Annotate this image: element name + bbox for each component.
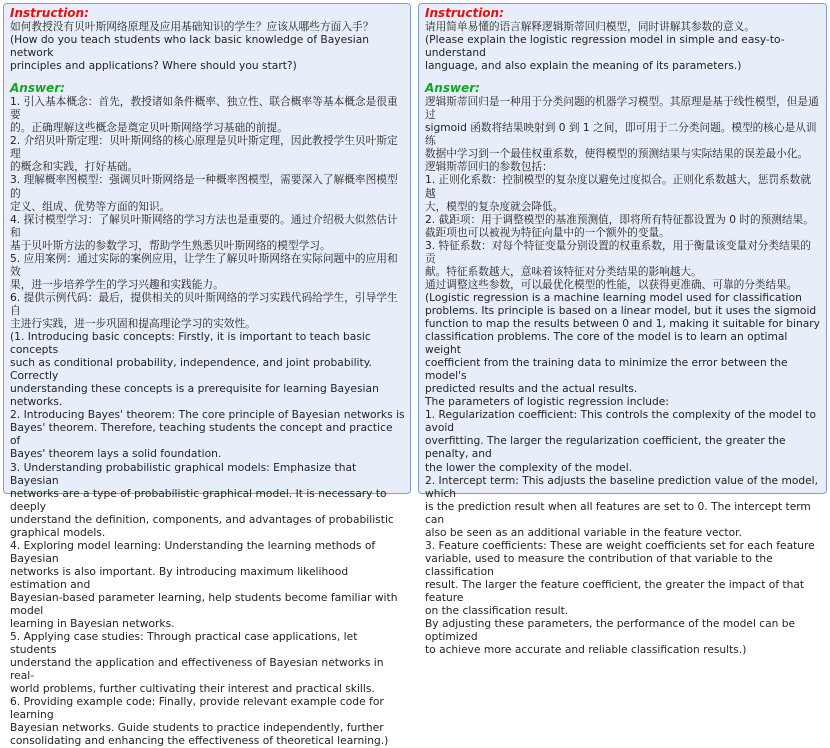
answer-label: Answer: xyxy=(425,81,480,96)
right-example-panel xyxy=(418,3,827,657)
instruction-text: 请用简单易懂的语言解释逻辑斯蒂回归模型，同时讲解其参数的意义。 (Please explain the logistic regression model in simple and easy-to-understand language, and also explain the meaning of its parameters.) xyxy=(425,20,785,73)
answer-text: 逻辑斯蒂回归是一种用于分类问题的机器学习模型。其原理是基于线性模型，但是通过 sigmoid 函数将结果映射到 0 到 1 之间，即可用于二分类问题。模型的核心是从训练 数据中学习到一个最佳权重系数，使得模型的预测结果与实际结果的误差最小化。 逻辑斯蒂回归的参数包括： 1. 正则化系数：控制模型的复杂度以避免过度拟合。正则化系数越大，惩罚系数就越 大，模型的复杂度就会降低。 2. 截距项：用于调整模型的基准预测值，即将所有特征都设置为 0 时的预测结果。 截距项也可以被视为特征向量中的一个额外的变量。 3. 特征系数：对每个特征变量分别设置的权重系数，用于衡量该变量对分类结果的贡 献。特征系数越大，意味着该特征对分类结果的影响越大。 通过调整这些参数，可以最优化模型的性能，以获得更准确、可靠的分类结果。 (Logistic regression is a machine learning model used for classification problems. Its principle is based on a linear model, but it uses the sigmoid function to map the results between 0 and 1, making it suitable for binary classification problems. The core of the model is to learn an optimal weight coefficient from the training data to minimize the error between the model's predicted results and the actual results. The parameters of logistic regression include: 1. Regularization coefficient: This controls the complexity of the model to avoid overfitting. The larger the regularization coefficient, the greater the penalty, and the lower the complexity of the model. 2. Intercept term: This adjusts the baseline prediction value of the model, which is the prediction result when all features are set to 0. The intercept term can also be seen as an additional variable in the feature vector. 3. Feature coefficients: These are weight coefficients set for each feature variable, used to measure the contribution of that variable to the classification result. The larger the feature coefficient, the greater the impact of that feature on the classification result. By adjusting these parameters, the performance of the model can be optimized to achieve more accurate and reliable classification results.) xyxy=(425,95,820,657)
left-example-panel xyxy=(3,3,411,748)
answer-label: Answer: xyxy=(10,81,65,96)
instruction-label: Instruction: xyxy=(425,6,504,20)
instruction-label: Instruction: xyxy=(10,6,89,20)
answer-text: 1. 引入基本概念：首先，教授诸如条件概率、独立性、联合概率等基本概念是很重要 的。正确理解这些概念是奠定贝叶斯网络学习基础的前提。 2. 介绍贝叶斯定理：贝叶斯网络的核心原理是贝叶斯定理，因此教授学生贝叶斯定理 的概念和实践，打好基础。 3. 理解概率图模型：强调贝叶斯网络是一种概率图模型，需要深入了解概率图模型的 定义、组成、优势等方面的知识。 4. 探讨模型学习：了解贝叶斯网络的学习方法也是重要的。通过介绍极大似然估计和 基于贝叶斯方法的参数学习，帮助学生熟悉贝叶斯网络的模型学习。 5. 应用案例：通过实际的案例应用，让学生了解贝叶斯网络在实际问题中的应用和效 果，进一步培养学生的学习兴趣和实践能力。 6. 提供示例代码：最后，提供相关的贝叶斯网络的学习实践代码给学生，引导学生自 主进行实践，进一步巩固和提高理论学习的实效性。 (1. Introducing basic concepts: Firstly, it is important to teach basic concepts such as conditional probability, independence, and joint probability. Correctly understanding these concepts is a prerequisite for learning Bayesian networks. 2. Introducing Bayes' theorem: The core principle of Bayesian networks is Bayes' theorem. Therefore, teaching students the concept and practice of Bayes' theorem lays a solid foundation. 3. Understanding probabilistic graphical models: Emphasize that Bayesian networks are a type of probabilistic graphical model. It is necessary to deeply understand the definition, components, and advantages of probabilistic graphical models. 4. Exploring model learning: Understanding the learning methods of Bayesian networks is also important. By introducing maximum likelihood estimation and Bayesian-based parameter learning, help students become familiar with model learning in Bayesian networks. 5. Applying case studies: Through practical case applications, let students understand the application and effectiveness of Bayesian networks in real- world problems, further cultivating their interest and practical skills. 6. Providing example code: Finally, provide relevant example code for learning Bayesian networks. Guide students to practice independently, further consolidating and enhancing the effectiveness of theoretical learning.) xyxy=(10,95,405,748)
instruction-text: 如何教授没有贝叶斯网络原理及应用基础知识的学生？应该从哪些方面入手？ (How do you teach students who lack basic knowledge of Bayesian network principles and applications? Where should you start?) xyxy=(10,20,374,73)
